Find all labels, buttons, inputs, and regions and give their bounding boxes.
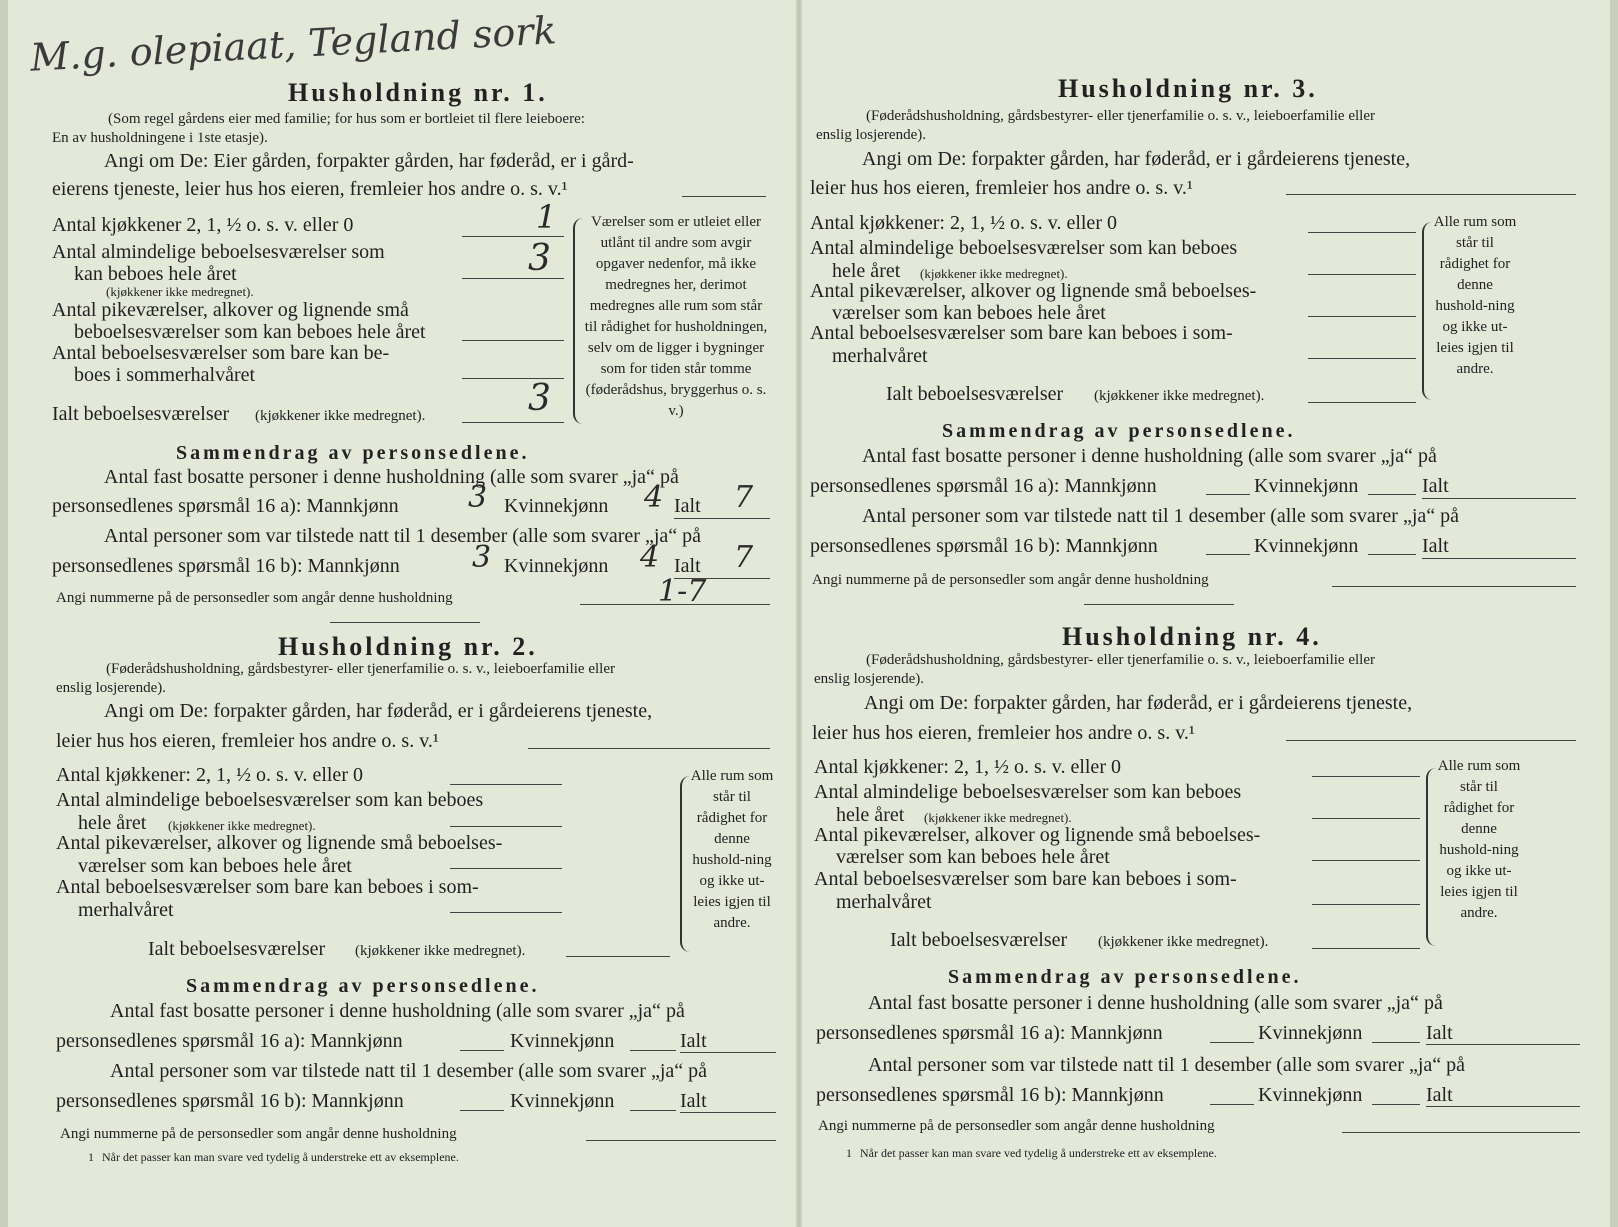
h1-q1-line-1: Antal fast bosatte personer i denne husholdning (alle som svarer „ja“ på [104,466,679,488]
h1-q1-mann: 3 [468,480,488,515]
h1-q2-line-1: Antal personer som var tilstede natt til 1 desember (alle som svarer „ja“ på [104,525,702,547]
h3-numre-label: Angi nummerne på de personsedler som angår denne husholdning [812,572,1209,588]
h2-q2-kvinne-label: Kvinnekjønn [510,1090,615,1112]
h3-q2-kvinne-label: Kvinnekjønn [1254,535,1359,557]
h1-side-note: Værelser som er utleiet eller utlånt til andre som avgir opgaver nedenfor, må ikke medregnes her, derimot medregnes alle rum som står til rådighet for husholdningen, selv om de ligger i bygninger som for tiden står tomme (føderådshus, bryggerhus o. s. v.) [584,214,768,419]
h2-som-line-2: merhalvåret [78,899,174,921]
h1-alm-line-2: kan beboes hele året [74,263,237,285]
h1-numre-label: Angi nummerne på de personsedler som angår denne husholdning [56,590,453,606]
h3-q1-line-2: personsedlenes spørsmål 16 a): Mannkjønn [810,475,1157,497]
h4-ialt-label: Ialt beboelsesværelser [890,929,1068,951]
h3-q1-ialt-line [1422,498,1576,499]
h3-separator [1084,604,1234,605]
h1-kjokken-value: 1 [536,198,557,236]
h2-ialt-label: Ialt beboelsesværelser [148,938,326,960]
h2-som-line [450,912,562,913]
h2-q2-kvinne-line [630,1110,676,1111]
h4-q1-kvinne-line [1372,1042,1420,1043]
h3-q1-line-1: Antal fast bosatte personer i denne husholdning (alle som svarer „ja“ på [862,445,1437,467]
h1-q2-line-2: personsedlenes spørsmål 16 b): Mannkjønn [52,555,400,577]
h3-kjokken-label: Antal kjøkkener: 2, 1, ½ o. s. v. eller 0 [810,212,1117,234]
h2-pike-line [450,868,562,869]
h2-kjokken-label: Antal kjøkkener: 2, 1, ½ o. s. v. eller 0 [56,764,363,786]
h3-ialt-label: Ialt beboelsesværelser [886,383,1064,405]
h1-angi-line-2: eierens tjeneste, leier hus hos eieren, fremleier hos andre o. s. v.¹ [52,178,568,200]
h2-angi-answer-line [528,748,770,749]
h2-kjokken-line [450,784,562,785]
h4-angi-answer-line [1286,740,1576,741]
h2-subtitle-1: (Føderådshusholdning, gårdsbestyrer- eller tjenerfamilie o. s. v., leieboerfamilie eller [106,661,615,677]
h1-q1-ialt: 7 [734,480,754,515]
h1-q1-line-2: personsedlenes spørsmål 16 a): Mannkjønn [52,495,399,517]
h2-ialt-note: (kjøkkener ikke medregnet). [355,943,526,959]
h3-numre-line [1332,586,1576,587]
left-footnote: Når det passer kan man svare ved tydelig å understreke ett av eksemplene. [102,1150,459,1164]
h1-alm-value: 3 [528,238,551,279]
h4-q2-ialt-line [1426,1106,1580,1107]
h3-q2-ialt-label: Ialt [1422,535,1449,557]
h1-subtitle-1: (Som regel gårdens eier med familie; for hus som er bortleiet til flere leieboere: [108,111,585,127]
h4-q1-line-2: personsedlenes spørsmål 16 a): Mannkjønn [816,1022,1163,1044]
h2-q2-mann-line [460,1110,504,1111]
h1-subtitle-2: En av husholdningene i 1ste etasje). [52,130,268,146]
h3-q2-line-1: Antal personer som var tilstede natt til 1 desember (alle som svarer „ja“ på [862,505,1460,527]
h4-q1-kvinne-label: Kvinnekjønn [1258,1022,1363,1044]
h4-alm-note: (kjøkkener ikke medregnet). [924,810,1072,825]
h3-som-line [1308,358,1416,359]
h1-ialt-line [462,422,564,423]
h4-pike-line [1312,860,1420,861]
h4-side-note: Alle rum som står til rådighet for denne hushold-ning og ikke ut-leies igjen til andre. [1437,758,1521,921]
h1-ialt-note: (kjøkkener ikke medregnet). [255,408,426,424]
h2-angi-line-1: Angi om De: forpakter gården, har føderåd, er i gårdeierens tjeneste, [104,700,653,722]
h2-alm-note: (kjøkkener ikke medregnet). [168,818,316,833]
h1-brace [573,218,583,424]
h1-q2-ialt-label: Ialt [674,555,701,577]
h1-q1-ialt-label: Ialt [674,495,701,517]
h1-q1-kvinne: 4 [644,480,664,515]
h4-q1-line-1: Antal fast bosatte personer i denne husholdning (alle som svarer „ja“ på [868,992,1443,1014]
h4-som-line-1: Antal beboelsesværelser som bare kan beboes i som- [814,868,1237,890]
h4-q2-ialt-label: Ialt [1426,1084,1453,1106]
h1-q2-kvinne-label: Kvinnekjønn [504,555,609,577]
h2-alm-line [450,826,562,827]
h4-q1-ialt-label: Ialt [1426,1022,1453,1044]
left-footnote-mark: 1 [88,1150,94,1164]
h4-title: Husholdning nr. 4. [1062,622,1322,651]
h2-brace [680,776,690,952]
h3-pike-line-1: Antal pikeværelser, alkover og lignende små beboelses- [810,280,1257,302]
h2-subtitle-2: enslig losjerende). [56,680,166,696]
h2-numre-label: Angi nummerne på de personsedler som angår denne husholdning [60,1126,457,1142]
h1-separator [330,622,480,623]
h1-q2-ialt: 7 [734,540,754,575]
h3-pike-line [1308,316,1416,317]
h4-som-line [1312,904,1420,905]
h3-alm-line-2: hele året [832,260,901,282]
h1-pike-line [462,340,564,341]
h4-q2-kvinne-line [1372,1104,1420,1105]
h2-q2-ialt-line [680,1112,776,1113]
h4-pike-line-1: Antal pikeværelser, alkover og lignende små beboelses- [814,824,1261,846]
h1-som-line-2: boes i sommerhalvåret [74,364,256,386]
h2-q1-ialt-label: Ialt [680,1030,707,1052]
h2-ialt-line [566,956,670,957]
h3-q1-kvinne-line [1368,494,1416,495]
h3-kjokken-line [1308,232,1416,233]
h3-q1-kvinne-label: Kvinnekjønn [1254,475,1359,497]
h3-angi-line-2: leier hus hos eieren, fremleier hos andre o. s. v.¹ [810,177,1193,199]
h4-q2-line-1: Antal personer som var tilstede natt til 1 desember (alle som svarer „ja“ på [868,1054,1466,1076]
h1-alm-note: (kjøkkener ikke medregnet). [106,284,254,299]
h2-numre-line [586,1140,776,1141]
h1-ialt-label: Ialt beboelsesværelser [52,403,230,425]
h3-pike-line-2: værelser som kan beboes hele året [832,302,1106,324]
h4-numre-line [1342,1132,1580,1133]
h3-alm-line [1308,274,1416,275]
h3-subtitle-2: enslig losjerende). [816,127,926,143]
h3-ialt-note: (kjøkkener ikke medregnet). [1094,388,1265,404]
h2-q1-ialt-line [680,1052,776,1053]
h1-pike-line-2: beboelsesværelser som kan beboes hele året [74,321,426,343]
h1-som-line-1: Antal beboelsesværelser som bare kan be- [52,342,390,364]
h4-q1-mann-line [1210,1042,1254,1043]
h4-summary-title: Sammendrag av personsedlene. [948,966,1302,988]
handwritten-header: M.g. olepiaat, Tegland sork [29,8,558,80]
h1-numre-value: 1-7 [658,574,707,609]
h2-q2-ialt-label: Ialt [680,1090,707,1112]
h2-q2-line-2: personsedlenes spørsmål 16 b): Mannkjønn [56,1090,404,1112]
h2-angi-line-2: leier hus hos eieren, fremleier hos andre o. s. v.¹ [56,730,439,752]
h1-q1-kvinne-label: Kvinnekjønn [504,495,609,517]
h4-kjokken-line [1312,776,1420,777]
h2-alm-line-1: Antal almindelige beboelsesværelser som kan beboes [56,789,484,811]
h4-q2-line-2: personsedlenes spørsmål 16 b): Mannkjønn [816,1084,1164,1106]
h4-subtitle-2: enslig losjerende). [814,671,924,687]
h1-summary-title: Sammendrag av personsedlene. [176,442,530,464]
h2-summary-title: Sammendrag av personsedlene. [186,975,540,997]
h3-ialt-line [1308,402,1416,403]
left-page [0,0,796,1227]
h3-side-note: Alle rum som står til rådighet for denne hushold-ning og ikke ut-leies igjen til andre. [1433,214,1517,377]
h1-kjokken-label: Antal kjøkkener 2, 1, ½ o. s. v. eller 0 [52,214,354,236]
h2-q1-kvinne-label: Kvinnekjønn [510,1030,615,1052]
h3-title: Husholdning nr. 3. [1058,74,1318,103]
h3-q2-mann-line [1206,554,1250,555]
h3-som-line-2: merhalvåret [832,345,928,367]
h3-alm-note: (kjøkkener ikke medregnet). [920,266,1068,281]
h1-alm-line [462,278,564,279]
h4-kjokken-label: Antal kjøkkener: 2, 1, ½ o. s. v. eller 0 [814,756,1121,778]
h4-pike-line-2: værelser som kan beboes hele året [836,846,1110,868]
h2-side-note: Alle rum som står til rådighet for denne hushold-ning og ikke ut-leies igjen til andre. [690,768,774,931]
h2-q1-line-2: personsedlenes spørsmål 16 a): Mannkjønn [56,1030,403,1052]
h1-angi-answer-line [682,196,766,197]
h1-alm-line-1: Antal almindelige beboelsesværelser som [52,241,385,263]
h2-q2-line-1: Antal personer som var tilstede natt til 1 desember (alle som svarer „ja“ på [110,1060,708,1082]
h4-subtitle-1: (Føderådshusholdning, gårdsbestyrer- eller tjenerfamilie o. s. v., leieboerfamilie eller [866,652,1375,668]
right-footnote: Når det passer kan man svare ved tydelig å understreke ett av eksemplene. [860,1146,1217,1160]
h4-angi-line-1: Angi om De: forpakter gården, har føderåd, er i gårdeierens tjeneste, [864,692,1413,714]
h1-pike-line-1: Antal pikeværelser, alkover og lignende små [52,299,409,321]
h1-numre-line [580,604,770,605]
h3-summary-title: Sammendrag av personsedlene. [942,420,1296,442]
h4-alm-line-2: hele året [836,804,905,826]
h3-angi-answer-line [1286,194,1576,195]
h4-q2-mann-line [1210,1104,1254,1105]
h4-som-line-2: merhalvåret [836,891,932,913]
h3-q2-kvinne-line [1368,554,1416,555]
h4-ialt-line [1312,948,1420,949]
h4-q1-ialt-line [1426,1044,1580,1045]
h1-q2-kvinne: 4 [640,540,660,575]
right-footnote-mark: 1 [846,1146,852,1160]
right-edge [1610,0,1618,1227]
h2-title: Husholdning nr. 2. [278,632,538,661]
h2-pike-line-2: værelser som kan beboes hele året [78,855,352,877]
h3-alm-line-1: Antal almindelige beboelsesværelser som kan beboes [810,237,1238,259]
h4-alm-line-1: Antal almindelige beboelsesværelser som kan beboes [814,781,1242,803]
h1-title: Husholdning nr. 1. [288,78,548,107]
h1-kjokken-line [462,236,564,237]
right-page [802,0,1610,1227]
h4-ialt-note: (kjøkkener ikke medregnet). [1098,934,1269,950]
h1-angi-line-1: Angi om De: Eier gården, forpakter gården, har føderåd, er i gård- [104,150,634,172]
h2-q1-kvinne-line [630,1050,676,1051]
h4-alm-line [1312,818,1420,819]
h2-som-line-1: Antal beboelsesværelser som bare kan beboes i som- [56,876,479,898]
h2-alm-line-2: hele året [78,812,147,834]
h2-q1-line-1: Antal fast bosatte personer i denne husholdning (alle som svarer „ja“ på [110,1000,685,1022]
h1-q2-mann: 3 [472,540,492,575]
h3-angi-line-1: Angi om De: forpakter gården, har føderåd, er i gårdeierens tjeneste, [862,148,1411,170]
h1-ialt-value: 3 [528,378,551,419]
h3-som-line-1: Antal beboelsesværelser som bare kan beboes i som- [810,322,1233,344]
h3-q2-ialt-line [1422,558,1576,559]
h3-q1-ialt-label: Ialt [1422,475,1449,497]
h3-q2-line-2: personsedlenes spørsmål 16 b): Mannkjønn [810,535,1158,557]
h4-angi-line-2: leier hus hos eieren, fremleier hos andre o. s. v.¹ [812,722,1195,744]
h2-q1-mann-line [460,1050,504,1051]
h4-numre-label: Angi nummerne på de personsedler som angår denne husholdning [818,1118,1215,1134]
h3-q1-mann-line [1206,494,1250,495]
h2-pike-line-1: Antal pikeværelser, alkover og lignende små beboelses- [56,832,503,854]
h4-q2-kvinne-label: Kvinnekjønn [1258,1084,1363,1106]
h3-subtitle-1: (Føderådshusholdning, gårdsbestyrer- eller tjenerfamilie o. s. v., leieboerfamilie eller [866,108,1375,124]
h1-q1-ialt-line [674,518,770,519]
